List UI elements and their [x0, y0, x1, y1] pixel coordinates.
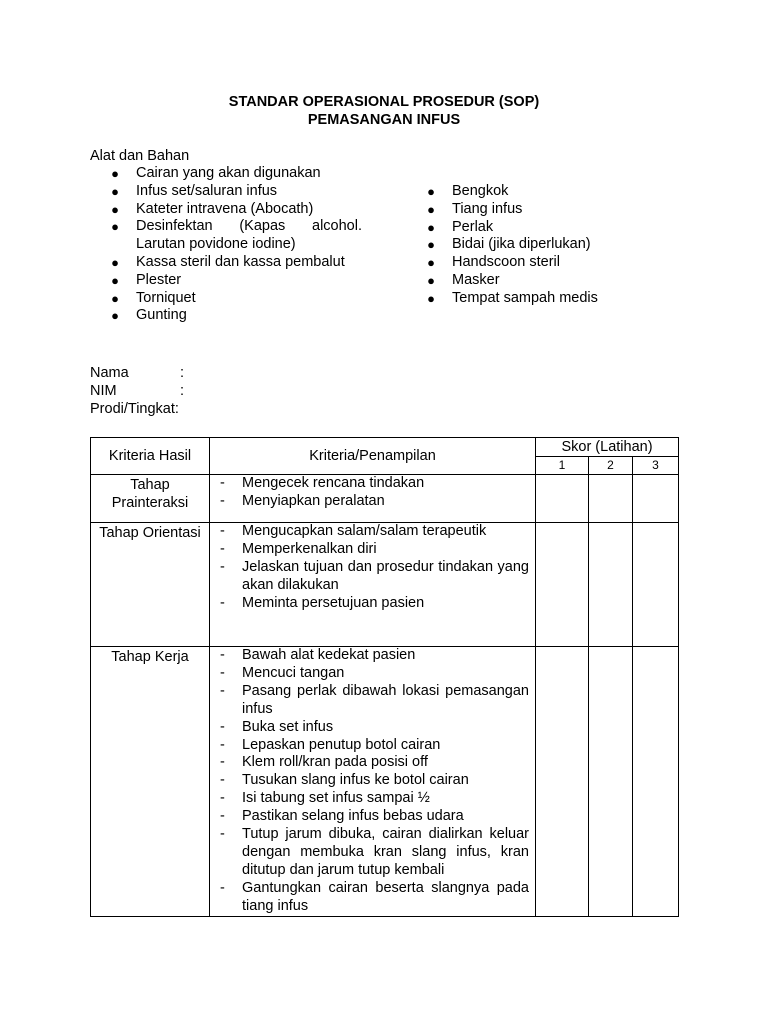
phase-cell: Tahap Prainteraksi [91, 475, 210, 523]
header-skor: Skor (Latihan) [536, 438, 679, 457]
score-cell-2[interactable] [589, 647, 633, 917]
prodi-colon: : [174, 401, 179, 417]
criteria-item: - Klem roll/kran pada posisi off [220, 754, 428, 771]
criteria-cell [210, 647, 536, 917]
list-item: ● Torniquet [111, 289, 196, 306]
bullet-icon: ● [111, 290, 119, 306]
criteria-item: - Gantungkan cairan beserta slangnya pada tiang infus [220, 879, 529, 914]
list-item: ● Bengkok [427, 183, 509, 199]
criteria-item: - Memperkenalkan diri [220, 540, 377, 557]
nama-colon: : [180, 365, 185, 381]
list-item: ● Desinfektan (Kapas alcohol. Larutan povidone iodine) [111, 218, 362, 253]
document-subtitle: PEMASANGAN INFUS [307, 112, 461, 128]
bullet-icon: ● [111, 183, 119, 199]
criteria-item: - Buka set infus [220, 718, 334, 735]
bullet-icon: ● [427, 290, 435, 306]
criteria-item: - Mengecek rencana tindakan [220, 475, 425, 491]
list-item: ● Perlak [427, 218, 494, 235]
criteria-item: - Pastikan selang infus bebas udara [220, 808, 464, 825]
score-cell-3[interactable] [633, 523, 679, 647]
list-item: ● Infus set/saluran infus [111, 182, 278, 199]
bullet-icon: ● [111, 254, 119, 270]
bullet-icon: ● [111, 308, 119, 324]
nama-row [90, 364, 188, 382]
criteria-item: - Pasang perlak dibawah lokasi pemasangan infus [220, 682, 529, 717]
list-item: ● Bidai (jika diperlukan) [427, 236, 591, 253]
list-item: ● Tiang infus [427, 200, 523, 217]
table-row [91, 523, 679, 647]
list-item: ● Kassa steril dan kassa pembalut [111, 253, 345, 270]
prodi-row [90, 400, 188, 418]
list-item: ● Masker [427, 271, 500, 288]
list-item: ● Handscoon steril [427, 254, 560, 271]
list-item: ● Tempat sampah medis [427, 289, 598, 306]
alat-bahan-label: Alat dan Bahan [90, 148, 190, 164]
criteria-item: - Isi tabung set infus sampai ½ [220, 790, 430, 807]
criteria-item: - Mengucapkan salam/salam terapeutik [220, 523, 487, 539]
bullet-icon: ● [427, 237, 435, 253]
score-cell-1[interactable] [536, 475, 589, 523]
alat-bahan-list-left [110, 165, 362, 325]
list-item: ● Kateter intravena (Abocath) [111, 200, 314, 217]
bullet-icon: ● [111, 166, 119, 181]
header-skor-3: 3 [633, 457, 679, 475]
criteria-cell [210, 475, 536, 523]
bullet-icon: ● [111, 219, 119, 235]
score-cell-2[interactable] [589, 523, 633, 647]
criteria-item: - Tutup jarum dibuka, cairan dialirkan keluar dengan membuka kran slang infus, kran ditutup dan jarum tutup kembali [220, 826, 529, 878]
bullet-icon: ● [111, 272, 119, 288]
bullet-icon: ● [427, 255, 435, 271]
list-item: ● Gunting [111, 307, 187, 324]
identity-fields [90, 364, 188, 418]
score-cell-1[interactable] [536, 647, 589, 917]
header-kriteria-hasil: Kriteria Hasil [91, 438, 210, 475]
document-title: STANDAR OPERASIONAL PROSEDUR (SOP) [228, 94, 540, 110]
criteria-item: - Jelaskan tujuan dan prosedur tindakan yang akan dilakukan [220, 558, 529, 593]
criteria-item: - Menyiapkan peralatan [220, 492, 385, 509]
header-kriteria-penampilan: Kriteria/Penampilan [210, 438, 536, 475]
nim-row [90, 382, 188, 400]
bullet-icon: ● [427, 219, 435, 235]
phase-cell: Tahap Orientasi [91, 523, 210, 647]
sop-table [90, 437, 679, 917]
table-row [91, 647, 679, 917]
criteria-cell [210, 523, 536, 647]
score-cell-3[interactable] [633, 647, 679, 917]
score-cell-1[interactable] [536, 523, 589, 647]
prodi-label: Prodi/Tingkat [90, 401, 175, 417]
criteria-item: - Bawah alat kedekat pasien [220, 647, 416, 663]
bullet-icon: ● [427, 272, 435, 288]
nim-colon: : [180, 383, 185, 399]
score-cell-2[interactable] [589, 475, 633, 523]
criteria-item: - Tusukan slang infus ke botol cairan [220, 772, 469, 789]
alat-bahan-list-right [426, 183, 646, 308]
bullet-icon: ● [427, 201, 435, 217]
nim-label: NIM [90, 383, 117, 399]
nama-label: Nama [90, 365, 129, 381]
criteria-item: - Lepaskan penutup botol cairan [220, 736, 441, 753]
header-skor-1: 1 [536, 457, 589, 475]
criteria-item: - Meminta persetujuan pasien [220, 594, 425, 611]
list-item: ● Cairan yang akan digunakan [111, 165, 321, 181]
table-row [91, 475, 679, 523]
phase-cell: Tahap Kerja [91, 647, 210, 917]
bullet-icon: ● [427, 184, 435, 199]
score-cell-3[interactable] [633, 475, 679, 523]
criteria-item: - Mencuci tangan [220, 664, 345, 681]
header-skor-2: 2 [589, 457, 633, 475]
list-item: ● Plester [111, 271, 182, 288]
bullet-icon: ● [111, 201, 119, 217]
